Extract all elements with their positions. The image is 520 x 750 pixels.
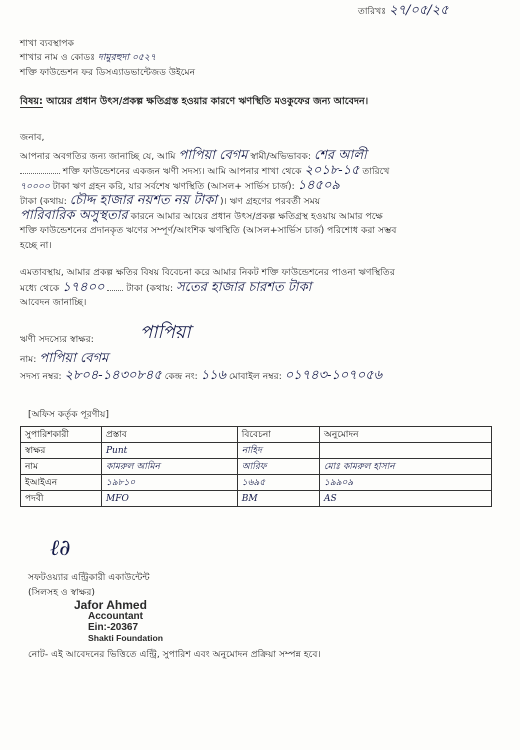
para1-text-a: আপনার অবগতির জন্য জানাচ্ছি যে, আমি: [20, 151, 176, 162]
para1-text-c: শক্তি ফাউন্ডেশনের একজন ঋণী সদস্য। আমি আপনার শাখা থেকে: [62, 166, 302, 177]
para1-line1: [20, 150, 367, 163]
table-cell: MFO: [102, 491, 238, 507]
mobile-value: ০১৭৪৩-১০৭০৫৬: [284, 368, 383, 383]
member-number-row: [20, 370, 382, 383]
organization-name: শক্তি ফাউন্ডেশন ফর ডিসএ্যাডভান্টেজড উইমেন: [20, 67, 196, 78]
damage-reason-fill: পারিবারিক অসুস্থতার: [20, 208, 128, 223]
table-cell: আরিফ: [237, 459, 319, 475]
table-cell: পদবী: [21, 491, 102, 507]
member-name-label: নাম:: [20, 354, 37, 365]
branch-value: দামুরহুদা ০৫২৭: [98, 52, 156, 63]
date-value: ২৭/০৫/২৫: [389, 3, 449, 18]
para1-text-b: স্বামী/অভিভাবক:: [250, 151, 312, 162]
para2-line2: [20, 282, 311, 295]
table-cell: ইআইএন: [21, 475, 102, 491]
table-cell: সুপারিশকারী: [21, 427, 102, 443]
center-value: ১১৬: [200, 368, 227, 383]
footer-note: নোট- এই আবেদনের ভিত্তিতে এন্ট্রি, সুপারিশ এবং অনুমোদন প্রক্রিয়া সম্পন্ন হবে।: [28, 649, 321, 660]
center-label: কেন্দ্র নং:: [164, 371, 198, 382]
member-name-value: পাপিয়া বেগম: [39, 351, 109, 366]
mobile-label: মোবাইল নম্বর:: [228, 371, 282, 382]
table-row: [21, 475, 492, 491]
member-number-value: ২৮০৪-১৪৩০৮৪৫: [64, 368, 162, 383]
table-cell: স্বাক্ষর: [21, 443, 102, 459]
subject-line: [20, 95, 368, 110]
member-signature-row: [20, 334, 94, 346]
table-cell: অনুমোদন: [320, 427, 492, 443]
table-cell: ১৯৯০৯: [320, 475, 492, 491]
para2-text-b: মধ্যে থেকে: [20, 283, 60, 294]
dots: [107, 290, 123, 291]
waiver-words-fill: সতের হাজার চারশত টাকা: [176, 280, 312, 295]
table-cell: বিবেচনা: [237, 427, 319, 443]
para2-text-c: টাকা (কথায়:: [126, 283, 174, 294]
dots: [20, 173, 60, 174]
addressee-title: শাখা ব্যবস্থাপক: [20, 38, 75, 49]
branch-name-row: [20, 52, 156, 64]
table-cell: ১৯৮১০: [102, 475, 238, 491]
outstanding-words-fill: চৌদ্দ হাজার নয়শত নয় টাকা: [69, 193, 218, 208]
para1-line3: [20, 180, 340, 193]
para1-line7: হচ্ছে না।: [20, 240, 52, 251]
accountant-seal-note: (সিলসহ ও স্বাক্ষর): [28, 587, 95, 598]
table-cell: প্রস্তাব: [102, 427, 238, 443]
accountant-stamp: [74, 600, 163, 644]
para1-line5: [20, 210, 383, 223]
member-since-fill: ২০১৮-১৫: [304, 163, 360, 178]
accountant-signature: ℓ∂: [50, 536, 71, 561]
waiver-amount-fill: ১৭৪০০: [62, 280, 105, 295]
para1-line4: [20, 195, 320, 208]
accountant-title: সফটওয়্যার এন্ট্রিকারী একাউন্টেন্ট: [28, 572, 150, 583]
applicant-name-fill: পাপিয়া বেগম: [178, 148, 248, 163]
stamp-org: Shakti Foundation: [88, 633, 163, 643]
table-cell: নাহিদ: [237, 443, 319, 459]
stamp-name: Jafor Ahmed: [74, 598, 147, 612]
branch-label: শাখার নাম ও কোডঃ: [20, 52, 96, 63]
office-use-heading: [অফিস কর্তৃক পূরণীয়]: [28, 409, 110, 420]
subject-label: বিষয়:: [20, 96, 43, 107]
outstanding-fill: ১৪৫০৯: [297, 178, 340, 193]
approval-table: [20, 426, 492, 507]
table-row: [21, 459, 492, 475]
member-name-row: [20, 353, 108, 366]
table-cell: BM: [237, 491, 319, 507]
para2-line3: আবেদন জানাচ্ছি।: [20, 297, 87, 308]
para1-text-d: তারিখে: [362, 166, 390, 177]
para1-text-f: টাকা (কথায়:: [20, 196, 67, 207]
table-row: [21, 491, 492, 507]
member-signature: পাপিয়া: [140, 322, 191, 343]
member-signature-label: ঋণী সদস্যের স্বাক্ষর:: [20, 334, 94, 345]
para1-text-e: টাকা ঋণ গ্রহন করি, যার সর্বশেষ ঋণস্থিতি (আসল+ সার্ভিস চার্জ):: [52, 181, 295, 192]
date-row: [358, 5, 449, 18]
table-cell: Punt: [102, 443, 238, 459]
stamp-role: Accountant: [88, 611, 143, 622]
table-row: [21, 427, 492, 443]
table-cell: AS: [320, 491, 492, 507]
para2-line1: এমতাবস্থায়, আমার প্রকল্প ক্ষতির বিষয় বিবেচনা করে আমার নিকট শক্তি ফাউন্ডেশনের পাওনা ঋণস্থিতির: [20, 267, 395, 278]
guardian-name-fill: শের আলী: [313, 148, 367, 163]
table-cell: মোঃ কামরুল হাসান: [320, 459, 492, 475]
table-cell: ১৬৯৫: [237, 475, 319, 491]
subject-text: আয়ের প্রধান উৎস/প্রকল্প ক্ষতিগ্রস্ত হওয়ার কারণে ঋণস্থিতি মওকুফের জন্য আবেদন।: [46, 96, 369, 107]
loan-amount-fill: ৭০০০০: [20, 181, 50, 192]
para1-text-h: কারনে আমার আয়ের প্রধান উৎস/প্রকল্প ক্ষতিগ্রস্থ হওয়ায় আমার পক্ষে: [130, 211, 383, 222]
salutation: জনাব,: [20, 132, 45, 143]
para1-line2: [20, 165, 389, 178]
table-cell: [320, 443, 492, 459]
table-row: [21, 443, 492, 459]
table-cell: নাম: [21, 459, 102, 475]
date-label: তারিখঃ: [358, 6, 387, 17]
member-number-label: সদস্য নম্বর:: [20, 371, 62, 382]
table-cell: কামরুল আমিন: [102, 459, 238, 475]
stamp-ein: Ein:-20367: [88, 622, 139, 633]
para1-text-g: )। ঋণ গ্রহণের পরবর্তী সময়: [219, 196, 321, 207]
para1-line6: শক্তি ফাউন্ডেশনের প্রদানকৃত ঋণের সম্পূর্ণ/আংশিক ঋণস্থিতি (আসল+সার্ভিস চার্জ) পরিশোধ করা সম্ভব: [20, 225, 397, 236]
